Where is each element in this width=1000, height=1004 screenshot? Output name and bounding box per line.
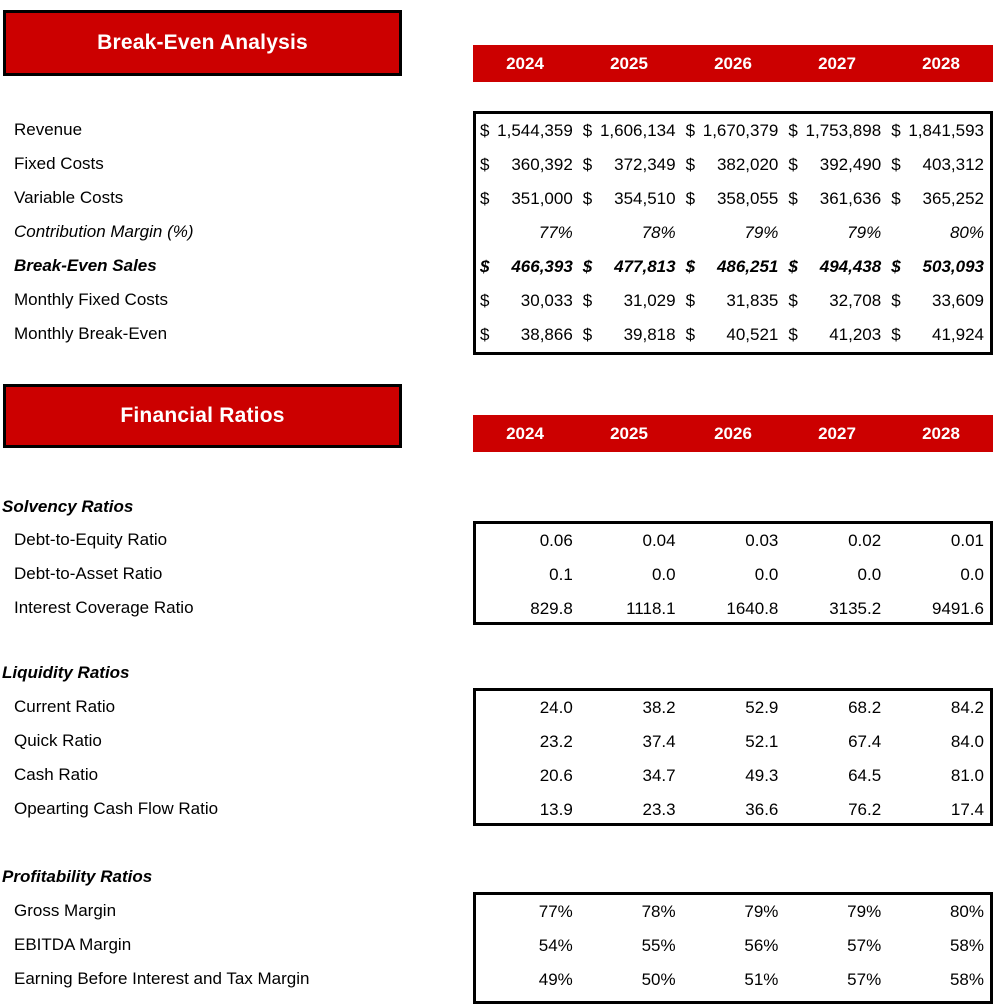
cell-value: 58% (949, 970, 984, 989)
table-cell (579, 216, 682, 250)
cell-value: 17.4 (950, 800, 984, 819)
cell-value: 81.0 (950, 766, 984, 785)
currency-symbol: $ (480, 189, 490, 208)
table-row (476, 182, 990, 216)
currency-symbol: $ (788, 189, 798, 208)
cell-value: 477,813 (614, 257, 676, 276)
table-cell (579, 759, 682, 793)
row-label: EBITDA Margin (14, 935, 132, 954)
row-label: Contribution Margin (%) (14, 222, 194, 241)
table-cell (784, 793, 887, 827)
table-row (476, 691, 990, 725)
table-row (476, 895, 990, 929)
cell-value: 80% (949, 223, 984, 242)
currency-symbol: $ (582, 325, 593, 344)
financial-ratios-banner (3, 384, 402, 448)
table-cell (476, 148, 579, 182)
row-label: Debt-to-Equity Ratio (14, 530, 168, 549)
table-cell (476, 691, 579, 725)
row-label: Break-Even Sales (14, 256, 157, 275)
currency-symbol: $ (480, 325, 490, 344)
cell-value: 50% (641, 970, 676, 989)
table-cell (476, 759, 579, 793)
financial-ratios-banner-title: Financial Ratios (120, 404, 285, 427)
cell-value: 486,251 (716, 257, 779, 276)
currency-symbol: $ (480, 121, 490, 140)
table-cell (784, 691, 887, 725)
table-row (476, 284, 990, 318)
table-cell (784, 182, 887, 216)
cell-value: 76.2 (848, 800, 882, 819)
cell-value: 55% (641, 936, 676, 955)
cell-value: 49% (538, 970, 573, 989)
table-cell (887, 725, 990, 759)
table-cell (887, 793, 990, 827)
table-cell (682, 691, 785, 725)
currency-symbol: $ (891, 121, 901, 140)
table-row (476, 759, 990, 793)
currency-symbol: $ (685, 155, 696, 174)
cell-value: 13.9 (539, 800, 573, 819)
row-label: Opearting Cash Flow Ratio (14, 799, 219, 818)
cell-value: 372,349 (614, 155, 676, 174)
break-even-banner (3, 10, 402, 76)
row-label: Current Ratio (14, 697, 116, 716)
year-header-cell: 2024 (506, 53, 544, 73)
table-cell (476, 182, 579, 216)
solvency-data-table (473, 521, 993, 625)
profitability-row-labels (12, 894, 309, 996)
table-cell (579, 284, 682, 318)
cell-value: 0.01 (950, 531, 984, 550)
year-header-cell: 2028 (922, 53, 960, 73)
cell-value: 84.2 (950, 698, 984, 717)
currency-symbol: $ (582, 155, 593, 174)
cell-value: 494,438 (819, 257, 882, 276)
year-header-cell: 2026 (714, 423, 752, 443)
currency-symbol: $ (788, 155, 798, 174)
cell-value: 51% (744, 970, 779, 989)
table-cell (887, 759, 990, 793)
cell-value: 49.3 (745, 766, 779, 785)
table-cell (784, 148, 887, 182)
table-cell (579, 558, 682, 592)
table-cell (887, 592, 990, 626)
break-even-data-table (473, 111, 993, 355)
year-header-cell: 2025 (610, 53, 648, 73)
cell-value: 54% (538, 936, 573, 955)
cell-value: 41,203 (829, 325, 882, 344)
cell-value: 0.0 (960, 565, 984, 584)
table-cell (476, 524, 579, 558)
cell-value: 52.9 (745, 698, 779, 717)
table-cell (887, 182, 990, 216)
cell-value: 403,312 (922, 155, 984, 174)
cell-value: 1,841,593 (908, 121, 984, 140)
currency-symbol: $ (480, 291, 490, 310)
currency-symbol: $ (891, 257, 901, 276)
table-cell (887, 148, 990, 182)
table-cell (579, 793, 682, 827)
cell-value: 57% (847, 936, 882, 955)
table-row (476, 558, 990, 592)
currency-symbol: $ (685, 189, 696, 208)
cell-value: 31,029 (623, 291, 676, 310)
row-label: Monthly Break-Even (14, 324, 168, 343)
financial-ratios-year-header (473, 415, 993, 452)
cell-value: 52.1 (745, 732, 779, 751)
table-cell (579, 963, 682, 997)
year-header-cell: 2027 (818, 53, 856, 73)
cell-value: 84.0 (950, 732, 984, 751)
row-label: Debt-to-Asset Ratio (14, 564, 163, 583)
currency-symbol: $ (480, 257, 490, 276)
cell-value: 1,544,359 (497, 121, 573, 140)
currency-symbol: $ (891, 291, 901, 310)
cell-value: 41,924 (931, 325, 984, 344)
table-cell (887, 216, 990, 250)
table-cell (682, 793, 785, 827)
currency-symbol: $ (891, 325, 901, 344)
table-cell (476, 963, 579, 997)
cell-value: 361,636 (819, 189, 882, 208)
table-cell (887, 114, 990, 148)
table-cell (887, 895, 990, 929)
cell-value: 80% (949, 902, 984, 921)
cell-value: 38.2 (642, 698, 676, 717)
currency-symbol: $ (788, 257, 798, 276)
table-row (476, 929, 990, 963)
cell-value: 79% (744, 223, 779, 242)
table-cell (579, 592, 682, 626)
table-cell (887, 929, 990, 963)
table-cell (682, 216, 785, 250)
currency-symbol: $ (582, 291, 593, 310)
cell-value: 68.2 (848, 698, 882, 717)
cell-value: 79% (847, 902, 882, 921)
table-cell (784, 725, 887, 759)
cell-value: 78% (641, 223, 676, 242)
cell-value: 64.5 (848, 766, 882, 785)
table-cell (579, 114, 682, 148)
table-cell (682, 148, 785, 182)
table-cell (476, 284, 579, 318)
table-cell (682, 318, 785, 352)
liquidity-data-table (473, 688, 993, 826)
currency-symbol: $ (788, 291, 798, 310)
row-label: Variable Costs (14, 188, 124, 207)
cell-value: 1118.1 (626, 599, 676, 618)
cell-value: 31,835 (726, 291, 779, 310)
cell-value: 1,670,379 (702, 121, 779, 140)
table-row (476, 963, 990, 997)
cell-value: 829.8 (530, 599, 573, 618)
cell-value: 58% (949, 936, 984, 955)
cell-value: 77% (538, 223, 573, 242)
table-row (476, 216, 990, 250)
row-label: Cash Ratio (14, 765, 99, 784)
row-label: Earning Before Interest and Tax Margin (14, 969, 310, 988)
table-cell (476, 216, 579, 250)
table-cell (784, 250, 887, 284)
year-header-cell: 2028 (922, 423, 960, 443)
cell-value: 67.4 (848, 732, 882, 751)
cell-value: 78% (641, 902, 676, 921)
group-heading-solvency: Solvency Ratios (2, 497, 134, 516)
row-label: Fixed Costs (14, 154, 104, 173)
liquidity-row-labels (12, 690, 218, 826)
cell-value: 77% (538, 902, 573, 921)
currency-symbol: $ (685, 291, 696, 310)
table-cell (784, 592, 887, 626)
cell-value: 503,093 (922, 257, 984, 276)
year-header-cell: 2027 (818, 423, 856, 443)
table-cell (784, 284, 887, 318)
currency-symbol: $ (582, 121, 593, 140)
table-row (476, 725, 990, 759)
table-cell (476, 592, 579, 626)
cell-value: 0.0 (754, 565, 779, 584)
table-cell (784, 114, 887, 148)
cell-value: 56% (744, 936, 779, 955)
table-cell (887, 250, 990, 284)
cell-value: 40,521 (726, 325, 779, 344)
table-cell (682, 524, 785, 558)
table-cell (476, 895, 579, 929)
cell-value: 351,000 (511, 189, 573, 208)
cell-value: 3135.2 (829, 599, 882, 618)
table-cell (887, 318, 990, 352)
cell-value: 354,510 (614, 189, 676, 208)
table-row (476, 318, 990, 352)
row-label: Interest Coverage Ratio (14, 598, 194, 617)
table-cell (784, 558, 887, 592)
cell-value: 23.2 (539, 732, 573, 751)
cell-value: 37.4 (642, 732, 676, 751)
table-cell (579, 725, 682, 759)
solvency-row-labels (12, 523, 194, 625)
table-cell (784, 929, 887, 963)
table-cell (784, 963, 887, 997)
table-cell (887, 691, 990, 725)
currency-symbol: $ (685, 325, 696, 344)
currency-symbol: $ (788, 121, 798, 140)
cell-value: 34.7 (642, 766, 676, 785)
table-row (476, 148, 990, 182)
table-cell (784, 524, 887, 558)
table-cell (476, 558, 579, 592)
cell-value: 0.04 (642, 531, 676, 550)
cell-value: 365,252 (922, 189, 984, 208)
table-cell (579, 929, 682, 963)
cell-value: 0.0 (651, 565, 676, 584)
cell-value: 24.0 (539, 698, 573, 717)
table-cell (784, 216, 887, 250)
cell-value: 1,753,898 (805, 121, 882, 140)
table-cell (887, 524, 990, 558)
year-header-cell: 2025 (610, 423, 648, 443)
table-cell (476, 250, 579, 284)
table-cell (579, 250, 682, 284)
currency-symbol: $ (480, 155, 490, 174)
table-cell (784, 895, 887, 929)
break-even-year-header (473, 45, 993, 82)
cell-value: 1,606,134 (599, 121, 676, 140)
cell-value: 36.6 (745, 800, 779, 819)
table-cell (579, 895, 682, 929)
table-cell (887, 963, 990, 997)
currency-symbol: $ (788, 325, 798, 344)
cell-value: 1640.8 (726, 599, 779, 618)
table-cell (579, 524, 682, 558)
table-cell (682, 284, 785, 318)
cell-value: 33,609 (931, 291, 984, 310)
currency-symbol: $ (582, 189, 593, 208)
table-cell (579, 318, 682, 352)
row-label: Gross Margin (14, 901, 117, 920)
break-even-banner-title: Break-Even Analysis (97, 31, 308, 54)
table-row (476, 592, 990, 626)
cell-value: 358,055 (716, 189, 779, 208)
cell-value: 382,020 (716, 155, 779, 174)
group-heading-profitability: Profitability Ratios (2, 867, 153, 886)
cell-value: 32,708 (829, 291, 882, 310)
table-cell (682, 929, 785, 963)
table-cell (682, 895, 785, 929)
table-row (476, 793, 990, 827)
table-cell (579, 148, 682, 182)
table-cell (682, 250, 785, 284)
cell-value: 57% (847, 970, 882, 989)
table-cell (887, 558, 990, 592)
table-cell (682, 759, 785, 793)
cell-value: 392,490 (819, 155, 882, 174)
cell-value: 360,392 (511, 155, 573, 174)
cell-value: 0.06 (539, 531, 573, 550)
table-cell (476, 725, 579, 759)
currency-symbol: $ (891, 189, 901, 208)
table-cell (476, 929, 579, 963)
cell-value: 0.03 (745, 531, 779, 550)
table-cell (682, 114, 785, 148)
cell-value: 0.0 (857, 565, 882, 584)
table-cell (579, 691, 682, 725)
table-row (476, 114, 990, 148)
year-header-cell: 2024 (506, 423, 544, 443)
table-cell (784, 318, 887, 352)
row-label: Quick Ratio (14, 731, 102, 750)
table-cell (784, 759, 887, 793)
cell-value: 0.1 (549, 565, 573, 584)
cell-value: 20.6 (539, 766, 573, 785)
break-even-row-labels (12, 113, 194, 351)
cell-value: 79% (744, 902, 779, 921)
currency-symbol: $ (685, 257, 696, 276)
cell-value: 9491.6 (931, 599, 984, 618)
cell-value: 0.02 (848, 531, 882, 550)
table-row (476, 524, 990, 558)
cell-value: 79% (847, 223, 882, 242)
row-label: Monthly Fixed Costs (14, 290, 168, 309)
year-header-cell: 2026 (714, 53, 752, 73)
table-cell (476, 793, 579, 827)
currency-symbol: $ (582, 257, 593, 276)
table-row (476, 250, 990, 284)
table-cell (682, 592, 785, 626)
table-cell (682, 963, 785, 997)
row-label: Revenue (14, 120, 83, 139)
table-cell (682, 725, 785, 759)
table-cell (682, 558, 785, 592)
table-cell (887, 284, 990, 318)
table-cell (476, 114, 579, 148)
currency-symbol: $ (685, 121, 696, 140)
cell-value: 466,393 (511, 257, 573, 276)
table-cell (476, 318, 579, 352)
cell-value: 30,033 (520, 291, 573, 310)
profitability-data-table (473, 892, 993, 1004)
cell-value: 23.3 (642, 800, 676, 819)
cell-value: 39,818 (623, 325, 676, 344)
group-heading-liquidity: Liquidity Ratios (2, 663, 130, 682)
cell-value: 38,866 (520, 325, 573, 344)
table-cell (579, 182, 682, 216)
currency-symbol: $ (891, 155, 901, 174)
table-cell (682, 182, 785, 216)
